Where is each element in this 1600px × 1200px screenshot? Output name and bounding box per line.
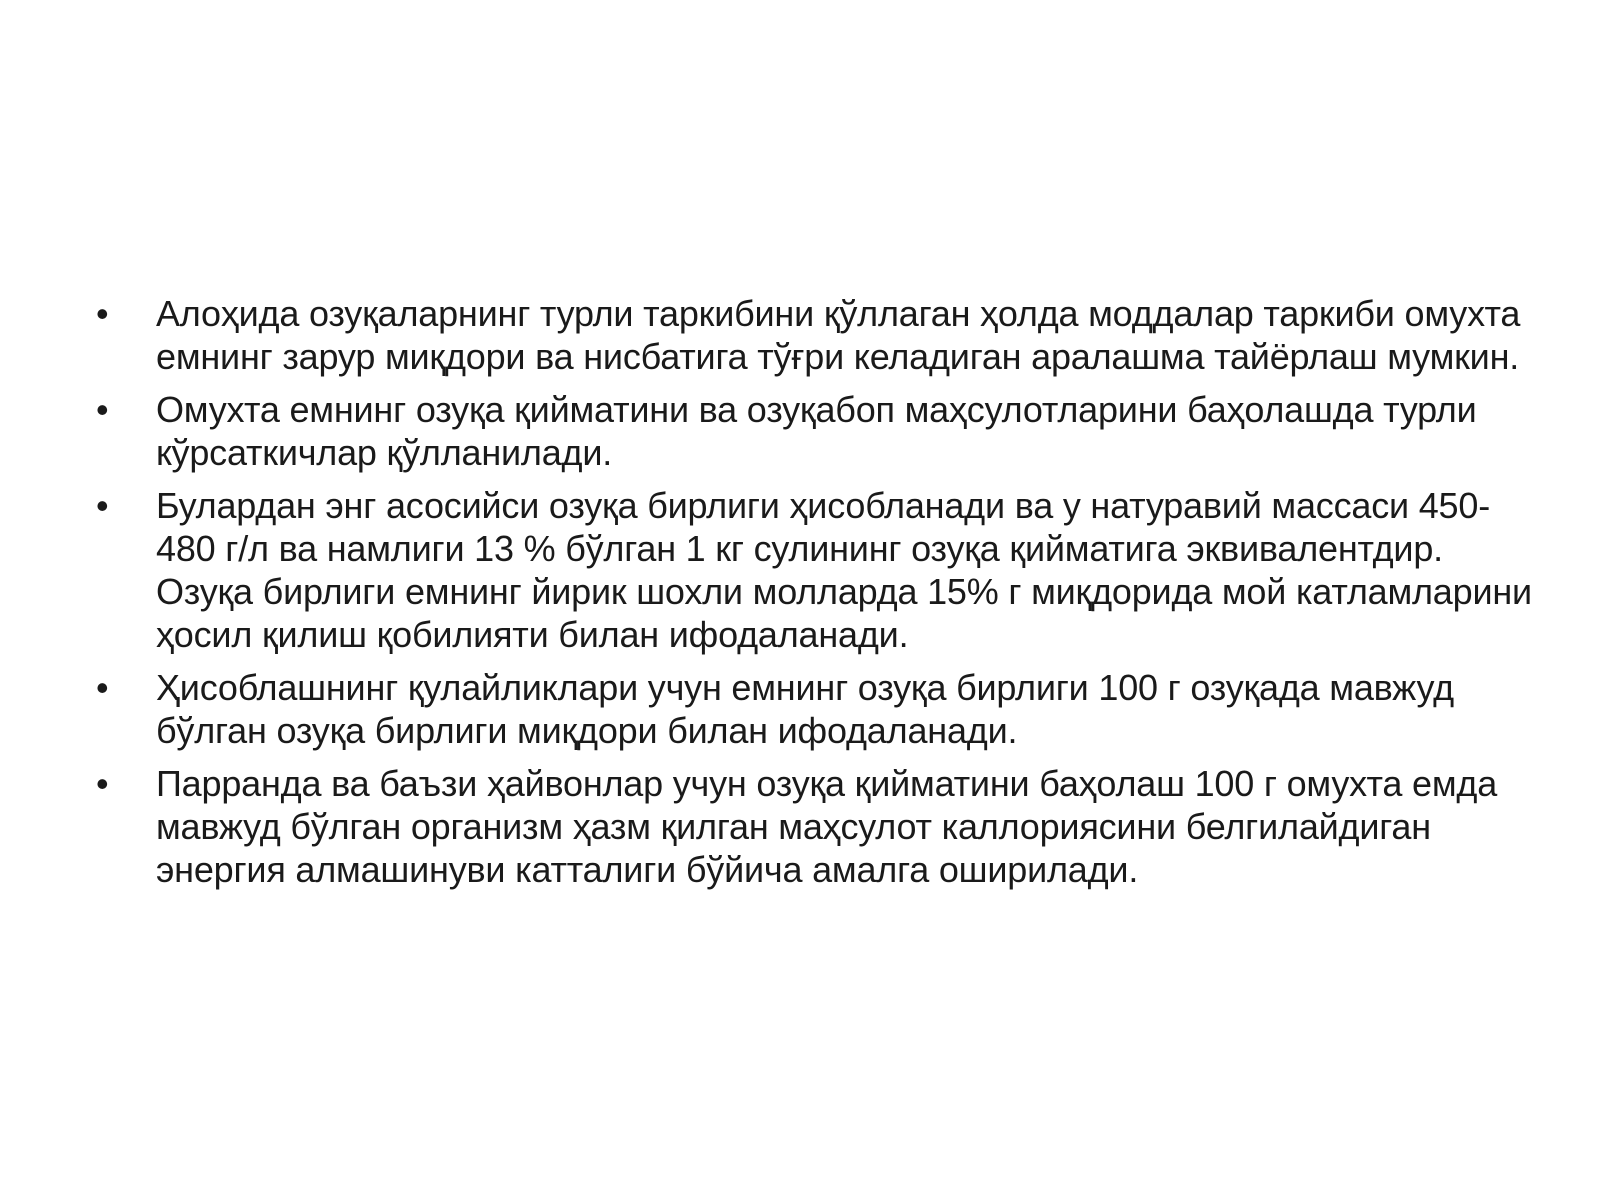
- bullet-text: Ҳисоблашнинг қулайликлари учун емнинг озуқа бирлиги 100 г озуқада мавжуд бўлган озуқа бирлиги миқдори билан ифодаланади.: [156, 667, 1454, 751]
- bullet-marker: •: [96, 293, 109, 334]
- bullet-item-4: [92, 666, 1532, 752]
- bullet-item-3: [92, 484, 1532, 656]
- bullet-item-2: [92, 388, 1532, 474]
- bullet-text: Омухта емнинг озуқа қийматини ва озуқабоп маҳсулотларини баҳолашда турли кўрсаткичлар қўлланилади.: [156, 389, 1477, 473]
- bullet-item-1: [92, 292, 1532, 378]
- bullet-text: Булардан энг асосийси озуқа бирлиги ҳисобланади ва у натуравий массаси 450-480 г/л ва намлиги 13 % бўлган 1 кг сулининг озуқа қийматига эквивалентдир. Озуқа бирлиги емнинг йирик шохли молларда 15% г миқдорида мой катламларини ҳосил қилиш қобилияти билан ифодаланади.: [156, 485, 1532, 655]
- bullet-list: [92, 292, 1532, 901]
- bullet-marker: •: [96, 667, 109, 708]
- bullet-marker: •: [96, 485, 109, 526]
- bullet-text: Парранда ва баъзи ҳайвонлар учун озуқа қийматини баҳолаш 100 г омухта емда мавжуд бўлган организм ҳазм қилган маҳсулот каллориясини белгилайдиган энергия алмашинуви катталиги бўйича амалга оширилади.: [156, 763, 1498, 890]
- bullet-item-5: [92, 762, 1532, 891]
- bullet-marker: •: [96, 763, 109, 804]
- bullet-text: Алоҳида озуқаларнинг турли таркибини қўллаган ҳолда моддалар таркиби омухта емнинг зарур миқдори ва нисбатига тўғри келадиган аралашма тайёрлаш мумкин.: [156, 293, 1521, 377]
- bullet-marker: •: [96, 389, 109, 430]
